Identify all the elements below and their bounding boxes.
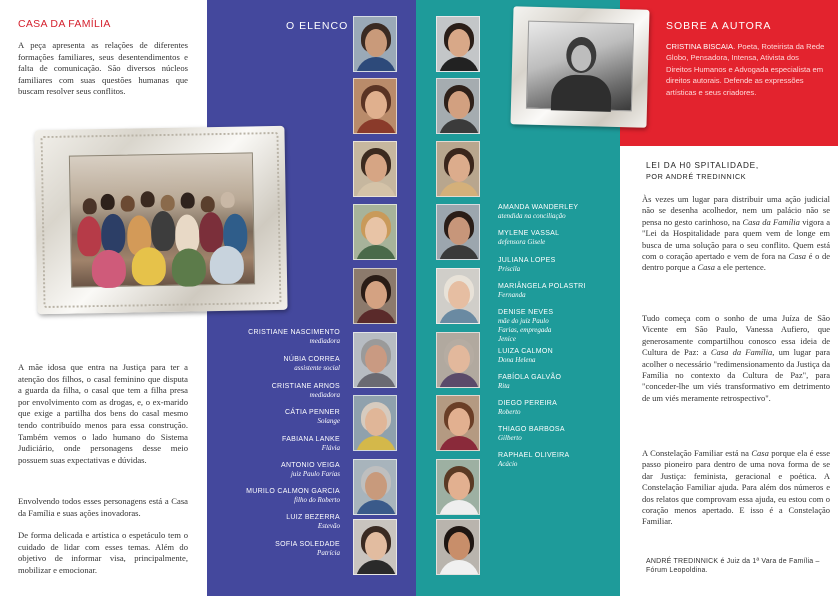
cast-entry: LUIZA CALMON Dona Helena (498, 348, 553, 364)
cast-photo (436, 204, 480, 260)
cast-photo (353, 395, 397, 451)
cast-photo (353, 268, 397, 324)
cast-entry: CRISTIANE NASCIMENTO mediadora (248, 329, 340, 345)
author-banner (620, 0, 838, 146)
synopsis-paragraph: A mãe idosa que entra na Justiça para ter a atenção dos filhos, o casal feminino que disputa a guarda da filha, o casal que tem a filha presa por envolvimento com as drogas, e, o ex-marido que exige a partilha dos bens do casal mesmo tendo contribuído menos para essa construção. Também vemos o lado humano do Sistema Judiciário, onde personagens desse meio possuem suas expectativas e dúvidas. (18, 362, 188, 465)
cast-photo (353, 519, 397, 575)
cast-photo (353, 332, 397, 388)
purpose-paragraph: De forma delicada e artística o espetáculo tem o cuidado de lidar com esses temas. Além do objetivo de informar visa, principalmente, mobilizar e emocionar. (18, 530, 188, 575)
cast-photo (353, 204, 397, 260)
essay-paragraph-1: Às vezes um lugar para distribuir uma ação judicial não se desenha acolhedor, nem um palácio não se pensa no gesto carinhoso, na Casa da Família vigora a "Lei da Hospitalidade para quem vem de longe em busca de uma solução para o seu conflito. Quem está com o coração apertado e vem de fora na Casa é o de dentro porque a Casa a ele pertence. (642, 194, 831, 273)
cast-entry: FABÍOLA GALVÃO Rita (498, 374, 562, 390)
cast-photo (436, 141, 480, 197)
cast-entry: DENISE NEVES mãe do juiz Paulo Farias, empregada Jenice (498, 309, 554, 343)
author-heading: SOBRE A AUTORA (666, 20, 772, 32)
intro-paragraph: A peça apresenta as relações de diferentes formações familiares, seus desentendimentos e falta de comunicação. São diversos núcleos familiares com suas questões humanas que buscam resolver seus conflitos. (18, 40, 188, 97)
cast-entry: SOFIA SOLEDADE Patrícia (275, 541, 340, 557)
essay-title: LEI DA H0 SPITALIDADE, (646, 161, 760, 170)
cast-photo (353, 141, 397, 197)
cast-heading: O ELENCO (286, 20, 349, 32)
author-bio: CRISTINA BISCAIA. Poeta, Roteirista da Rede Globo, Pensadora, Intensa, Ativista dos Direitos Humanos e Advogada especialista em direitos autorais. Defende as expressões artísticas e seus criadores. (666, 42, 825, 97)
author-photo-frame (510, 6, 649, 128)
cast-entry: CRISTIANE ARNOS mediadora (271, 383, 340, 399)
cast-group-illustration (70, 187, 254, 288)
cast-entry: CÁTIA PENNER Solange (285, 409, 340, 425)
cast-photo (436, 459, 480, 515)
cast-entry: MARIÂNGELA POLASTRI Fernanda (498, 283, 586, 299)
cast-entry: JULIANA LOPES Priscila (498, 257, 556, 273)
cast-photo (353, 16, 397, 72)
cast-entry: LUIZ BEZERRA Estevão (286, 514, 340, 530)
essay-footnote: ANDRÉ TREDINNICK é Juiz da 1ª Vara de Família – Fórum Leopoldina. (646, 558, 820, 575)
author-photo (526, 21, 634, 112)
cast-entry: AMANDA WANDERLEY atendida na conciliação (498, 204, 579, 220)
cast-entry: ANTONIO VEIGA juiz Paulo Farias (280, 462, 340, 478)
group-photo (69, 152, 255, 287)
cast-entry: MYLENE VASSAL defensora Gisele (498, 230, 560, 246)
cast-entry: NÚBIA CORREA assistente social (283, 356, 340, 372)
cast-photo (436, 268, 480, 324)
cast-photo (353, 459, 397, 515)
cast-photo (436, 519, 480, 575)
cast-photo (436, 395, 480, 451)
cast-photo (353, 78, 397, 134)
cast-photo (436, 78, 480, 134)
essay-byline: POR ANDRÉ TREDINNICK (646, 172, 747, 181)
section-title-casa: CASA DA FAMÍLIA (18, 18, 111, 30)
cast-entry: THIAGO BARBOSA Gilberto (498, 426, 565, 442)
essay-paragraph-3: A Constelação Familiar está na Casa porque ela é esse passo pioneiro para dentro de uma nova forma de se dar Justiça: feminista, geracional e poética. A Constelação Familiar ajuda. Para além dos números e dos relatos que comprovam essa ajuda, eu estou com o coração menos apertado. E isso é a Constelação Familiar. (642, 448, 830, 527)
essay-paragraph-2: Tudo começa com o sonho de uma Juíza de São Vicente em São Paulo, Vanessa Aufiero, que generosamente compartilhou conosco essa ideia de Cultura de Paz: a Casa da Família, um lugar para acolher o necessário "redimensionamento da Justiça da Família no contexto da Cultura de Paz", para "conceder-lhe um viés transformativo em detrimento de um viés meramente retrospectivo". (642, 313, 830, 403)
cast-entry: MURILO CALMON GARCIA filho do Roberto (246, 488, 340, 504)
cast-entry: DIEGO PEREIRA Roberto (498, 400, 558, 416)
group-photo-frame (34, 126, 287, 314)
cast-photo (436, 16, 480, 72)
author-column (620, 0, 838, 596)
cast-entry: FABIANA LANKE Flávia (282, 436, 340, 452)
cast-entry: RAPHAEL OLIVEIRA Acácio (498, 452, 570, 468)
cast-photo (436, 332, 480, 388)
characters-paragraph: Envolvendo todos esses personagens está a Casa da Família e suas ações inovadoras. (18, 496, 188, 518)
